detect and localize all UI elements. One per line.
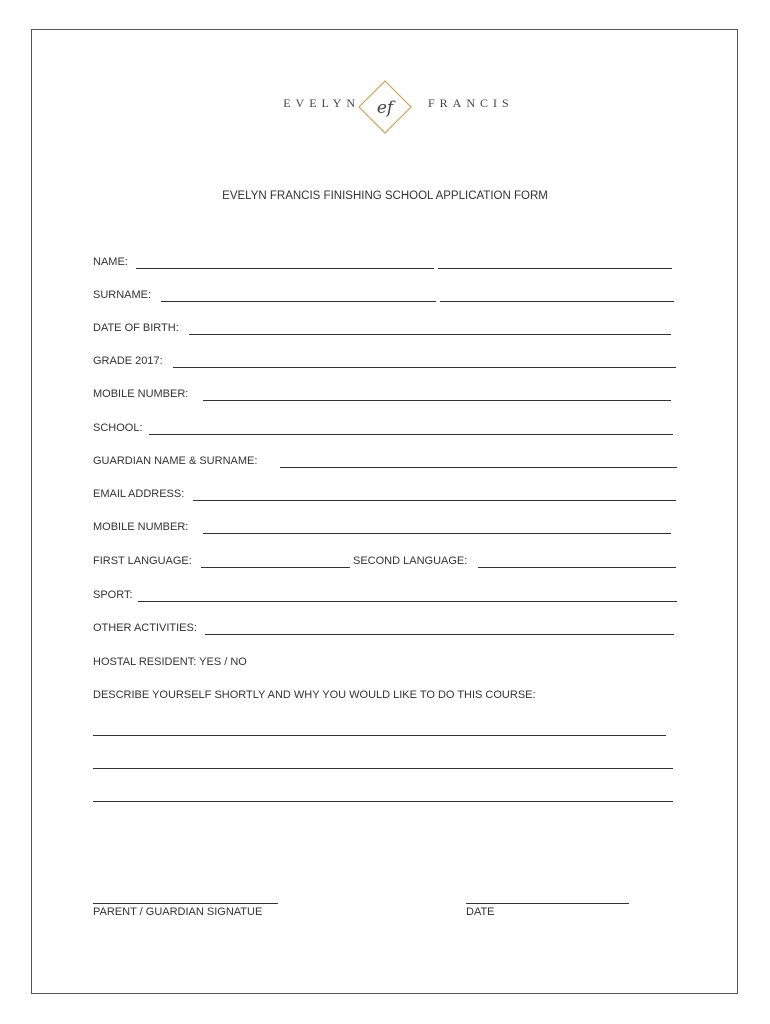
other-activities-line[interactable] xyxy=(205,634,674,635)
mobile-label: MOBILE NUMBER: xyxy=(93,388,189,400)
first-language-line[interactable] xyxy=(201,567,350,568)
email-line[interactable] xyxy=(193,500,676,501)
logo-monogram: ef xyxy=(376,98,394,118)
name-first-line[interactable] xyxy=(136,268,434,269)
describe-row xyxy=(93,689,673,705)
dob-line[interactable] xyxy=(189,334,671,335)
surname-row xyxy=(93,289,675,305)
parent-signature-label: PARENT / GUARDIAN SIGNATUE xyxy=(93,906,263,918)
mobile-row xyxy=(93,388,673,404)
email-row xyxy=(93,488,677,504)
email-label: EMAIL ADDRESS: xyxy=(93,488,185,500)
sport-row xyxy=(93,589,678,605)
name-row xyxy=(93,256,673,272)
guardian-label: GUARDIAN NAME & SURNAME: xyxy=(93,455,258,467)
other-activities-label: OTHER ACTIVITIES: xyxy=(93,622,197,634)
second-language-line[interactable] xyxy=(478,567,676,568)
dob-label: DATE OF BIRTH: xyxy=(93,322,179,334)
second-language-label: SECOND LANGUAGE: xyxy=(353,555,468,567)
grade-label: GRADE 2017: xyxy=(93,355,163,367)
grade-row xyxy=(93,355,677,371)
name-label: NAME: xyxy=(93,256,128,268)
form-page xyxy=(31,29,738,994)
logo-left-text: EVELYN xyxy=(283,96,360,110)
school-label: SCHOOL: xyxy=(93,422,143,434)
surname-first-line[interactable] xyxy=(161,301,436,302)
mobile-line[interactable] xyxy=(203,400,671,401)
first-language-label: FIRST LANGUAGE: xyxy=(93,555,192,567)
other-activities-row xyxy=(93,622,675,638)
school-line[interactable] xyxy=(149,434,673,435)
school-row xyxy=(93,422,675,438)
guardian-row xyxy=(93,455,678,471)
form-title: EVELYN FRANCIS FINISHING SCHOOL APPLICATION FORM xyxy=(222,190,548,202)
describe-line-2[interactable] xyxy=(93,768,673,769)
describe-line-1[interactable] xyxy=(93,735,666,736)
logo xyxy=(0,76,770,132)
name-second-line[interactable] xyxy=(438,268,672,269)
logo-right-text: FRANCIS xyxy=(428,96,514,110)
date-line[interactable] xyxy=(466,903,629,904)
sport-line[interactable] xyxy=(138,601,677,602)
sport-label: SPORT: xyxy=(93,589,133,601)
dob-row xyxy=(93,322,673,338)
date-label: DATE xyxy=(466,906,495,918)
mobile2-row xyxy=(93,521,673,537)
grade-line[interactable] xyxy=(173,367,676,368)
describe-label: DESCRIBE YOURSELF SHORTLY AND WHY YOU WOULD LIKE TO DO THIS COURSE: xyxy=(93,689,536,701)
monogram-diamond-icon xyxy=(358,80,412,134)
surname-label: SURNAME: xyxy=(93,289,152,301)
describe-line-3[interactable] xyxy=(93,801,673,802)
mobile2-line[interactable] xyxy=(203,533,671,534)
parent-signature-line[interactable] xyxy=(93,903,278,904)
guardian-line[interactable] xyxy=(280,467,677,468)
language-row xyxy=(93,555,677,571)
mobile2-label: MOBILE NUMBER: xyxy=(93,521,189,533)
hostel-label[interactable]: HOSTAL RESIDENT: YES / NO xyxy=(93,656,247,668)
surname-second-line[interactable] xyxy=(440,301,674,302)
hostel-row xyxy=(93,656,493,672)
